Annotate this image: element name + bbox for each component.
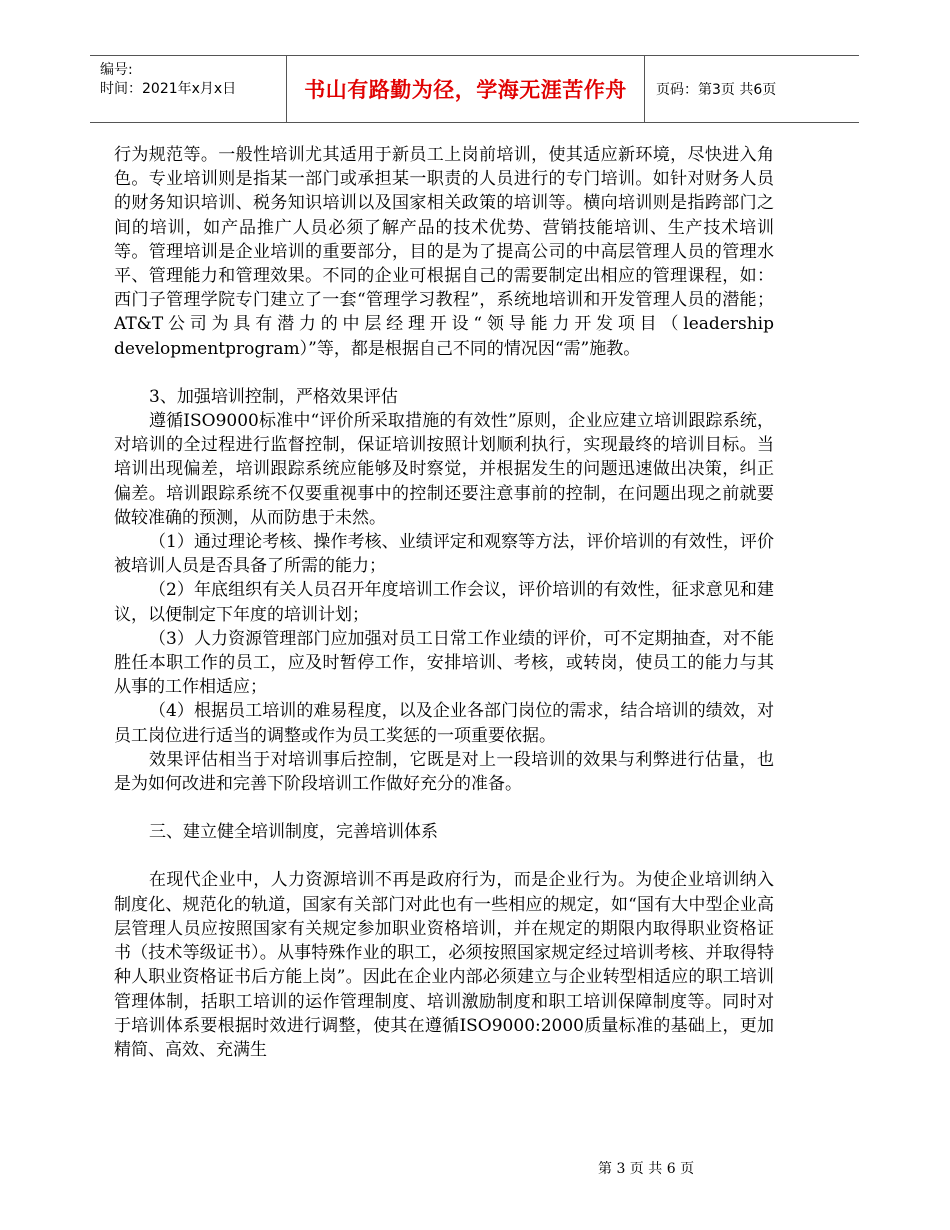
header-motto: 书山有路勤为径，学海无涯苦作舟 [304,78,627,102]
body-paragraph: 行为规范等。一般性培训尤其适用于新员工上岗前培训，使其适应新环境，尽快进入角色。专业培训则是指某一部门或承担某一职责的人员进行的专门培训。如针对财务人员的财务知识培训、税务知识培训以及国家相关政策的培训等。横向培训则是指跨部门之间的培训，如产品推广人员必须了解产品的技术优势、营销技能培训、生产技术培训等。管理培训是企业培训的重要部分，目的是为了提高公司的中高层管理人员的管理水平、管理能力和管理效果。不同的企业可根据自己的需要制定出相应的管理课程，如：西门子管理学院专门建立了一套“管理学习教程”，系统地培训和开发管理人员的潜能；AT&T公司为具有潜力的中层经理开设“领导能力开发项目（leadership developmentprogram）”等，都是根据自己不同的情况因“需”施教。 [114,145,774,359]
section-heading: 3、加强培训控制，严格效果评估 [149,386,398,407]
document-body [114,143,774,1062]
header-page-cell [644,56,859,122]
document-number-label: 编号: [100,62,133,78]
header-meta [90,56,286,122]
header-page-number: 页码：第3页 共6页 [656,82,777,98]
list-item: （4）根据员工培训的难易程度，以及企业各部门岗位的需求，结合培训的绩效，对员工岗位进行适当的调整或作为员工奖惩的一项重要依据。 [114,701,774,746]
list-item: （2）年底组织有关人员召开年度培训工作会议，评价培训的有效性，征求意见和建议，以便制定下年度的培训计划； [114,580,774,625]
list-item: （3）人力资源管理部门应加强对员工日常工作业绩的评价，可不定期抽查，对不能胜任本职工作的员工，应及时暂停工作，安排培训、考核，或转岗，使员工的能力与其从事的工作相适应； [114,628,774,698]
document-time-label: 时间：2021年x月x日 [100,81,237,97]
list-item: （1）通过理论考核、操作考核、业绩评定和观察等方法，评价培训的有效性，评价被培训人员是否具备了所需的能力； [114,532,774,577]
body-paragraph: 在现代企业中，人力资源培训不再是政府行为，而是企业行为。为使企业培训纳入制度化、规范化的轨道，国家有关部门对此也有一些相应的规定，如“国有大中型企业高层管理人员应按照国家有关规定参加职业资格培训，并在规定的期限内取得职业资格证书（技术等级证书）。从事特殊作业的职工，必须按照国家规定经过培训考核、并取得特种人职业资格证书后方能上岗”。因此在企业内部必须建立与企业转型相适应的职工培训管理体制，括职工培训的运作管理制度、培训激励制度和职工培训保障制度等。同时对于培训体系要根据时效进行调整，使其在遵循ISO9000:2000质量标准的基础上，更加精简、高效、充满生 [114,870,774,1060]
page-header [90,55,859,123]
chapter-heading: 三、建立健全培训制度，完善培训体系 [149,822,438,843]
body-paragraph: 效果评估相当于对培训事后控制，它既是对上一段培训的效果与利弊进行估量，也是为如何改进和完善下阶段培训工作做好充分的准备。 [114,749,774,795]
page-footer: 第 3 页 共 6 页 [598,1161,695,1177]
body-paragraph: 遵循ISO9000标准中“评价所采取措施的有效性”原则，企业应建立培训跟踪系统，对培训的全过程进行监督控制，保证培训按照计划顺利执行，实现最终的培训目标。当培训出现偏差，培训跟踪系统应能够及时察觉，并根据发生的问题迅速做出决策，纠正偏差。培训跟踪系统不仅要重视事中的控制还要注意事前的控制，在问题出现之前就要做较准确的预测，从而防患于未然。 [114,411,774,528]
header-motto-cell [286,56,645,122]
